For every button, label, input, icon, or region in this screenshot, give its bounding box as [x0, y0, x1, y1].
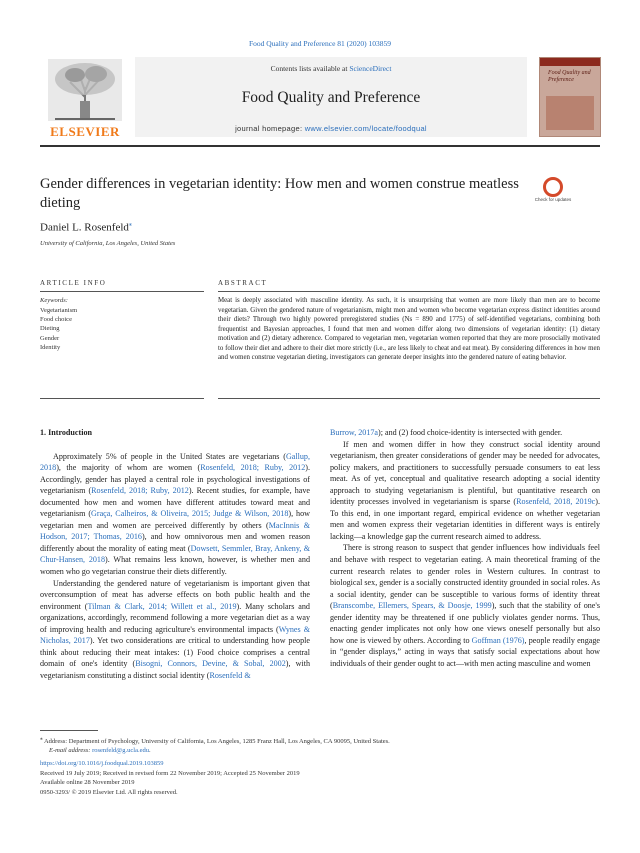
citation-link[interactable]: Rosenfeld, 2018; Ruby, 2012 — [200, 463, 306, 473]
body-text: ), the majority of whom are women ( — [56, 463, 201, 473]
citation-link[interactable]: Rosenfeld, 2018; Ruby, 2012 — [91, 486, 189, 496]
citation-link[interactable]: MacInnis & Hodson, 2017; Thomas, 2016 — [40, 520, 311, 542]
body-text: ). Recent studies, for example, have documented how men and women have different attitudes toward meat and vegetarianism ( — [40, 486, 310, 519]
keywords-label: Keywords: — [40, 297, 68, 304]
paragraph — [40, 451, 310, 578]
contents-prefix: Contents lists available at — [270, 64, 350, 73]
citation-link[interactable]: Dowsett, Semmler, Bray, Ankeny, & Chur-Hansen, 2018 — [40, 543, 310, 565]
paragraph — [40, 578, 310, 682]
keyword: Identity — [40, 343, 61, 351]
article-info-rule-bottom — [40, 398, 204, 399]
footnote-address: Address: Department of Psychology, University of California, Los Angeles, 1285 Franz Hall, Los Angeles, CA 90095, United States. — [42, 738, 390, 746]
article-info-rule-top — [40, 291, 204, 292]
footnote — [40, 735, 600, 755]
contents-line — [135, 64, 527, 73]
citation-link[interactable]: Bisogni, Connors, Devine, & Sobal, 2002 — [135, 659, 286, 669]
body-text: ). Many scholars and organizations, accordingly, recommend following a more vegetarian diet as a way of improving health and reducing agriculture's environmental impacts ( — [40, 601, 310, 634]
body-text: , people readily engage in “gender displays,” acting in ways that satisfy social expectations about how individuals of their gender ought to act—with men acting masculine and women — [330, 635, 600, 668]
author-line — [40, 221, 132, 234]
available-online: Available online 28 November 2019 — [40, 779, 135, 787]
abstract-heading: ABSTRACT — [218, 279, 268, 287]
author-name: Daniel L. Rosenfeld — [40, 221, 129, 234]
email-label: E-mail address: — [49, 747, 93, 755]
body-text: There is strong reason to suspect that gender influences how individuals feel and behave with respect to vegetarian eating. A main theoretical framing of the current research relates to gender roles in Western cultures. In contrast to biological sex, gender is a socially constructed identity grounded in social roles. As a social identity, gender can be susceptible to various forms of identity threat ( — [330, 543, 600, 611]
citation-link[interactable]: Rosenfeld, 2018, 2019c — [516, 497, 596, 507]
paragraph — [330, 439, 600, 543]
check-for-updates-button[interactable] — [534, 177, 572, 207]
citation-link[interactable]: Burrow, 2017a — [330, 428, 379, 437]
citation-link[interactable]: Rosenfeld & — [209, 670, 251, 680]
journal-cover-thumbnail[interactable] — [539, 57, 601, 137]
body-column-right — [330, 427, 600, 669]
author-affiliation: University of California, Los Angeles, United States — [40, 240, 176, 247]
email-link[interactable]: rosenfeld@g.ucla.edu — [92, 747, 149, 755]
homepage-link[interactable]: www.elsevier.com/locate/foodqual — [304, 124, 427, 133]
article-title: Gender differences in vegetarian identity: How men and women construe meatless dieting — [40, 176, 519, 211]
author-footnote-mark[interactable]: ⁎ — [128, 222, 132, 228]
body-text: ). What remains less known, however, is whether men and women who go vegetarian construe their diets differently. — [40, 555, 310, 577]
keyword: Dieting — [40, 325, 60, 333]
abstract-rule-bottom — [218, 398, 600, 399]
journal-title: Food Quality and Preference — [241, 89, 421, 106]
article-info-heading: ARTICLE INFO — [40, 279, 107, 287]
doi-link[interactable]: https://doi.org/10.1016/j.foodqual.2019.103859 — [40, 760, 164, 767]
citation-link[interactable]: Tilman & Clark, 2014; Willett et al., 2019 — [87, 601, 237, 611]
citation-link[interactable]: Graça, Calheiros, & Oliveira, 2015; Judge & Wilson, 2018 — [91, 509, 289, 519]
body-text: ). Accordingly, gender has played a central role in psychological investigations of vegetarianism ( — [40, 463, 310, 496]
keyword: Vegetarianism — [40, 307, 78, 314]
sciencedirect-link[interactable]: ScienceDirect — [349, 64, 392, 73]
body-text: ), such that the stability of one's gender identity may be threatened if one publicly violates gender norms. Thus, enacting gender implicates not only how one views oneself personally but also how one is viewed by others. According to — [330, 601, 600, 645]
body-text: ). To this end, in one important regard, empirical evidence on whether vegetarian men and women express their vegetarian identities in different ways is entirely lacking—a knowledge gap the current research aimed to address. — [330, 497, 600, 541]
body-text: ), and how omnivorous men and women reason differently about the morality of eating meat ( — [40, 532, 311, 553]
body-text: Approximately 5% of people in the United States are vegetarians ( — [53, 451, 286, 461]
copyright: 0950-3293/ © 2019 Elsevier Ltd. All rights reserved. — [40, 788, 178, 796]
publisher-wordmark: ELSEVIER — [50, 124, 120, 139]
keyword: Gender — [40, 334, 60, 342]
footnote-mark: ⁎ — [40, 736, 43, 742]
body-text: ); and (2) food choice-identity is intersected with gender. — [378, 428, 563, 437]
keywords-list — [40, 306, 77, 352]
body-text: Understanding the gendered nature of vegetarianism is important given that overconsumption of meat has adverse effects on both public health and the environment ( — [40, 578, 310, 611]
keyword: Food choice — [40, 316, 72, 324]
homepage-prefix: journal homepage: — [235, 124, 305, 133]
abstract-rule-top — [218, 291, 600, 292]
body-text: ). Yet two considerations are critical to understanding how people think about reducing their meat intakes: (1) Food choice comprises a central domain of one's identity ( — [40, 636, 310, 669]
paragraph — [330, 427, 600, 439]
body-text: ), with vegetarianism constituting a distinct social identity ( — [40, 659, 310, 680]
citation-link[interactable]: Gallup, 2018 — [40, 451, 310, 473]
check-updates-label: Check for updates — [534, 197, 572, 202]
section-heading: 1. Introduction — [40, 428, 93, 437]
header-divider — [40, 145, 600, 147]
check-updates-icon — [543, 177, 563, 197]
body-column-left — [40, 427, 310, 681]
body-text: ), how vegetarian men and women are perceived differently by others ( — [40, 509, 310, 530]
footnote-email-line — [40, 746, 600, 755]
cover-title: Food Quality and Preference — [548, 70, 591, 83]
citation-link[interactable]: Goffman (1976) — [471, 635, 525, 645]
body-text: If men and women differ in how they construct social identity around vegetarianism, then greater considerations of gender may be needed for advocates, policy makers, and practitioners to successfully persuade consumers to eat less meat. As of yet, conceptual and qualitative research adopting a social identity approach to studying vegetarianism is plentiful, but quantitative research on identity processes involved in vegetarianism is sparse ( — [330, 439, 600, 507]
received-dates: Received 19 July 2019; Received in revised form 22 November 2019; Accepted 25 November 2019 — [40, 769, 300, 777]
footnote-rule — [40, 730, 98, 731]
footnote-address-line — [40, 735, 600, 746]
citation-link[interactable]: Branscombe, Ellemers, Spears, & Doosje, 1999 — [332, 601, 492, 611]
journal-reference[interactable]: Food Quality and Preference 81 (2020) 103859 — [248, 39, 392, 48]
journal-homepage-line — [135, 124, 527, 133]
citation-link[interactable]: Wynes & Nicholas, 2017 — [40, 624, 310, 646]
publication-info — [40, 759, 600, 797]
paragraph — [330, 542, 600, 669]
abstract-text: Meat is deeply associated with masculine identity. As such, it is unsurprising that women are more likely than men are to become vegetarian. Given the gendered nature of vegetarianism, might men and women who become vegetarian express distinct identities around their diets? Through two highly powered preregistered studies (Ns = 890 and 1775) of self-identified vegetarians, combining both frequentist and Bayesian approaches, I found that men and women differ along two dimensions of vegetarian identity: (1) dietary motivation and (2) dietary adherence. Compared to vegetarian men, vegetarian women reported that they are more prosocially motivated to follow their diet and adhere to their diet more strictly (i.e., are less likely to cheat and eat meat). By considering differences in how men and women construe vegetarian dieting, investigators can generate deeper insights into the gendered nature of eating behavior. — [218, 297, 600, 361]
email-end: . — [148, 747, 151, 755]
